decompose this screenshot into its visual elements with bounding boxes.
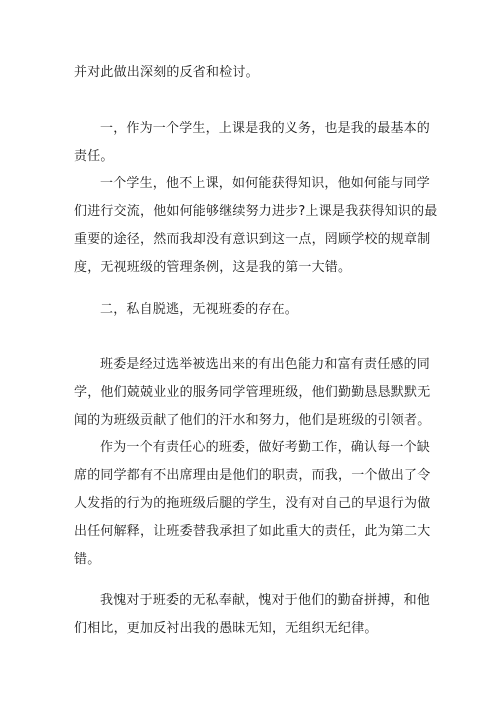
paragraph-section-2-body-3: 我愧对于班委的无私奉献，愧对于他们的勤奋拼搏，和他们相比，更加反衬出我的愚昧无知，无组织无纪律。 [74, 593, 431, 636]
section-heading-2: 二，私自脱逃，无视班委的存在。 [100, 302, 299, 317]
paragraph-intro-continuation: 并对此做出深刻的反省和检讨。 [74, 65, 259, 80]
paragraph-section-2-body-2: 作为一个有责任心的班委，做好考勤工作，确认每一个缺席的同学都有不出席理由是他们的职责，而我，一个做出了令人发指的行为的拖班级后腿的学生，没有对自己的早退行为做出任何解释，让班委替我承担了如此重大的责任，此为第二大错。 [74, 440, 431, 567]
paragraph-section-2-body-1: 班委是经过选举被选出来的有出色能力和富有责任感的同学，他们兢兢业业的服务同学管理班级，他们勤勤恳恳默默无闻的为班级贡献了他们的汗水和努力，他们是班级的引领者。 [74, 357, 431, 428]
paragraph-section-1-body: 一个学生，他不上课，如何能获得知识，他如何能与同学们进行交流，他如何能够继续努力进步?上课是我获得知识的最重要的途径，然而我却没有意识到这一点，罔顾学校的规章制度，无视班级的管理条例，这是我的第一大错。 [74, 176, 438, 275]
section-heading-1: 一，作为一个学生，上课是我的义务，也是我的最基本的责任。 [74, 121, 431, 164]
